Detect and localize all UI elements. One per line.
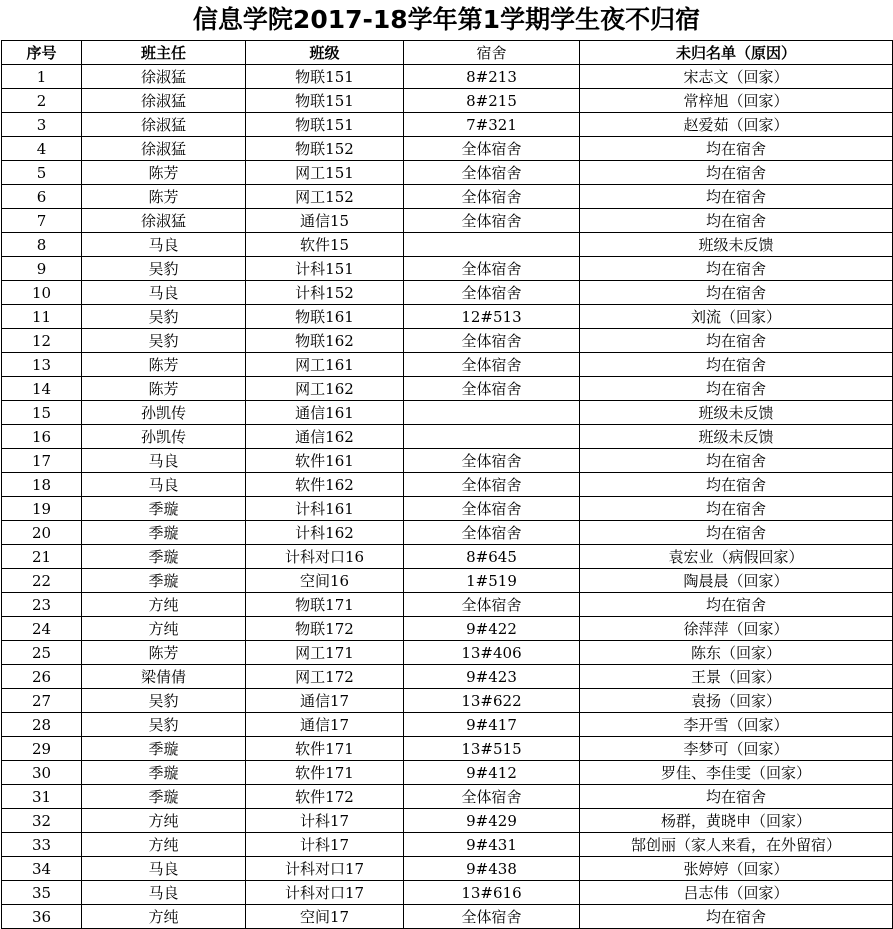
table-row — [2, 593, 893, 617]
cell-dorm: 全体宿舍 — [404, 161, 580, 185]
table-row — [2, 401, 893, 425]
cell-class: 物联151 — [246, 65, 404, 89]
cell-seq: 7 — [2, 209, 82, 233]
cell-absent-list: 均在宿舍 — [580, 257, 893, 281]
cell-absent-list: 均在宿舍 — [580, 449, 893, 473]
table-row — [2, 281, 893, 305]
table-row — [2, 65, 893, 89]
cell-teacher: 陈芳 — [82, 377, 246, 401]
cell-class: 空间16 — [246, 569, 404, 593]
cell-absent-list: 均在宿舍 — [580, 905, 893, 929]
table-row — [2, 569, 893, 593]
table-row — [2, 761, 893, 785]
cell-teacher: 季璇 — [82, 785, 246, 809]
cell-absent-list: 吕志伟（回家） — [580, 881, 893, 905]
table-row — [2, 881, 893, 905]
cell-dorm: 全体宿舍 — [404, 593, 580, 617]
cell-seq: 12 — [2, 329, 82, 353]
cell-absent-list: 刘流（回家） — [580, 305, 893, 329]
cell-dorm: 全体宿舍 — [404, 905, 580, 929]
cell-seq: 29 — [2, 737, 82, 761]
cell-dorm: 13#622 — [404, 689, 580, 713]
cell-seq: 4 — [2, 137, 82, 161]
cell-class: 物联171 — [246, 593, 404, 617]
table-row — [2, 449, 893, 473]
table-row — [2, 785, 893, 809]
cell-absent-list: 均在宿舍 — [580, 497, 893, 521]
cell-teacher: 吴豹 — [82, 689, 246, 713]
cell-seq: 32 — [2, 809, 82, 833]
cell-absent-list: 徐萍萍（回家） — [580, 617, 893, 641]
cell-class: 物联151 — [246, 89, 404, 113]
cell-teacher: 梁倩倩 — [82, 665, 246, 689]
cell-absent-list: 均在宿舍 — [580, 353, 893, 377]
cell-teacher: 方纯 — [82, 593, 246, 617]
cell-class: 空间17 — [246, 905, 404, 929]
cell-dorm: 8#645 — [404, 545, 580, 569]
cell-seq: 25 — [2, 641, 82, 665]
cell-absent-list: 袁扬（回家） — [580, 689, 893, 713]
table-row — [2, 665, 893, 689]
cell-teacher: 季璇 — [82, 569, 246, 593]
cell-class: 计科161 — [246, 497, 404, 521]
table-row — [2, 857, 893, 881]
table-row — [2, 185, 893, 209]
table-row — [2, 377, 893, 401]
cell-class: 软件161 — [246, 449, 404, 473]
cell-seq: 21 — [2, 545, 82, 569]
cell-seq: 2 — [2, 89, 82, 113]
cell-seq: 28 — [2, 713, 82, 737]
cell-teacher: 马良 — [82, 281, 246, 305]
cell-seq: 26 — [2, 665, 82, 689]
header-seq: 序号 — [2, 41, 82, 65]
table-row — [2, 305, 893, 329]
cell-dorm: 8#213 — [404, 65, 580, 89]
cell-dorm: 13#616 — [404, 881, 580, 905]
cell-teacher: 吴豹 — [82, 329, 246, 353]
cell-class: 软件171 — [246, 761, 404, 785]
cell-class: 物联152 — [246, 137, 404, 161]
cell-teacher: 陈芳 — [82, 353, 246, 377]
cell-teacher: 方纯 — [82, 617, 246, 641]
cell-teacher: 陈芳 — [82, 641, 246, 665]
cell-absent-list: 陈东（回家） — [580, 641, 893, 665]
page-title: 信息学院2017-18学年第1学期学生夜不归宿 — [192, 5, 701, 34]
cell-class: 物联161 — [246, 305, 404, 329]
cell-seq: 11 — [2, 305, 82, 329]
cell-seq: 17 — [2, 449, 82, 473]
cell-absent-list: 罗佳、李佳雯（回家） — [580, 761, 893, 785]
cell-teacher: 孙凯传 — [82, 401, 246, 425]
cell-dorm: 全体宿舍 — [404, 497, 580, 521]
cell-absent-list: 班级未反馈 — [580, 425, 893, 449]
cell-seq: 23 — [2, 593, 82, 617]
table-row — [2, 641, 893, 665]
table-row — [2, 425, 893, 449]
table-row — [2, 473, 893, 497]
cell-dorm: 全体宿舍 — [404, 473, 580, 497]
cell-class: 计科对口17 — [246, 881, 404, 905]
cell-teacher: 陈芳 — [82, 185, 246, 209]
cell-dorm: 1#519 — [404, 569, 580, 593]
cell-dorm: 全体宿舍 — [404, 521, 580, 545]
cell-absent-list: 班级未反馈 — [580, 233, 893, 257]
cell-absent-list: 袁宏业（病假回家） — [580, 545, 893, 569]
cell-class: 软件171 — [246, 737, 404, 761]
cell-absent-list: 均在宿舍 — [580, 377, 893, 401]
cell-teacher: 徐淑猛 — [82, 89, 246, 113]
cell-dorm — [404, 233, 580, 257]
cell-class: 物联151 — [246, 113, 404, 137]
cell-dorm: 全体宿舍 — [404, 185, 580, 209]
cell-dorm: 9#423 — [404, 665, 580, 689]
cell-teacher: 陈芳 — [82, 161, 246, 185]
table-row — [2, 809, 893, 833]
cell-dorm: 全体宿舍 — [404, 329, 580, 353]
cell-class: 计科对口17 — [246, 857, 404, 881]
cell-absent-list: 李开雪（回家） — [580, 713, 893, 737]
header-row — [2, 41, 893, 65]
cell-dorm: 全体宿舍 — [404, 377, 580, 401]
table-row — [2, 497, 893, 521]
cell-seq: 10 — [2, 281, 82, 305]
cell-class: 网工162 — [246, 377, 404, 401]
cell-class: 网工172 — [246, 665, 404, 689]
cell-dorm: 8#215 — [404, 89, 580, 113]
cell-seq: 9 — [2, 257, 82, 281]
cell-absent-list: 均在宿舍 — [580, 473, 893, 497]
cell-seq: 3 — [2, 113, 82, 137]
cell-teacher: 马良 — [82, 857, 246, 881]
cell-absent-list: 李梦可（回家） — [580, 737, 893, 761]
cell-teacher: 马良 — [82, 449, 246, 473]
table-row — [2, 713, 893, 737]
table-row — [2, 89, 893, 113]
cell-teacher: 徐淑猛 — [82, 137, 246, 161]
cell-class: 通信161 — [246, 401, 404, 425]
cell-dorm: 13#406 — [404, 641, 580, 665]
cell-teacher: 孙凯传 — [82, 425, 246, 449]
cell-absent-list: 班级未反馈 — [580, 401, 893, 425]
table-row — [2, 137, 893, 161]
cell-teacher: 季璇 — [82, 761, 246, 785]
table-row — [2, 833, 893, 857]
cell-absent-list: 赵爱茹（回家） — [580, 113, 893, 137]
cell-dorm: 全体宿舍 — [404, 449, 580, 473]
cell-class: 计科162 — [246, 521, 404, 545]
cell-absent-list: 常梓旭（回家） — [580, 89, 893, 113]
cell-absent-list: 均在宿舍 — [580, 329, 893, 353]
cell-absent-list: 宋志文（回家） — [580, 65, 893, 89]
report-table — [1, 40, 893, 929]
cell-seq: 24 — [2, 617, 82, 641]
cell-class: 计科17 — [246, 833, 404, 857]
cell-seq: 33 — [2, 833, 82, 857]
cell-seq: 22 — [2, 569, 82, 593]
cell-absent-list: 均在宿舍 — [580, 161, 893, 185]
table-row — [2, 689, 893, 713]
table-row — [2, 521, 893, 545]
cell-class: 计科对口16 — [246, 545, 404, 569]
cell-class: 软件15 — [246, 233, 404, 257]
cell-teacher: 徐淑猛 — [82, 65, 246, 89]
cell-seq: 13 — [2, 353, 82, 377]
cell-seq: 5 — [2, 161, 82, 185]
cell-class: 计科17 — [246, 809, 404, 833]
cell-seq: 34 — [2, 857, 82, 881]
cell-class: 通信15 — [246, 209, 404, 233]
cell-absent-list: 均在宿舍 — [580, 209, 893, 233]
cell-class: 计科151 — [246, 257, 404, 281]
table-row — [2, 353, 893, 377]
cell-teacher: 马良 — [82, 881, 246, 905]
cell-seq: 18 — [2, 473, 82, 497]
cell-class: 物联172 — [246, 617, 404, 641]
cell-absent-list: 均在宿舍 — [580, 785, 893, 809]
cell-teacher: 季璇 — [82, 497, 246, 521]
cell-seq: 20 — [2, 521, 82, 545]
cell-dorm: 9#422 — [404, 617, 580, 641]
cell-teacher: 吴豹 — [82, 257, 246, 281]
cell-absent-list: 张婷婷（回家） — [580, 857, 893, 881]
cell-dorm: 全体宿舍 — [404, 209, 580, 233]
cell-class: 通信162 — [246, 425, 404, 449]
header-absent-list: 未归名单（原因） — [580, 41, 893, 65]
cell-dorm: 9#417 — [404, 713, 580, 737]
cell-class: 通信17 — [246, 689, 404, 713]
cell-absent-list: 均在宿舍 — [580, 185, 893, 209]
cell-seq: 31 — [2, 785, 82, 809]
cell-teacher: 吴豹 — [82, 713, 246, 737]
cell-dorm: 7#321 — [404, 113, 580, 137]
cell-teacher: 季璇 — [82, 545, 246, 569]
cell-dorm: 12#513 — [404, 305, 580, 329]
cell-teacher: 马良 — [82, 473, 246, 497]
cell-teacher: 季璇 — [82, 737, 246, 761]
header-dorm: 宿舍 — [404, 41, 580, 65]
cell-dorm: 全体宿舍 — [404, 785, 580, 809]
cell-dorm: 13#515 — [404, 737, 580, 761]
table-row — [2, 233, 893, 257]
cell-absent-list: 均在宿舍 — [580, 593, 893, 617]
table-row — [2, 905, 893, 929]
cell-class: 网工161 — [246, 353, 404, 377]
cell-teacher: 徐淑猛 — [82, 113, 246, 137]
cell-dorm — [404, 425, 580, 449]
table-row — [2, 209, 893, 233]
cell-absent-list: 陶晨晨（回家） — [580, 569, 893, 593]
cell-seq: 1 — [2, 65, 82, 89]
cell-seq: 14 — [2, 377, 82, 401]
cell-seq: 15 — [2, 401, 82, 425]
table-row — [2, 737, 893, 761]
cell-dorm: 9#438 — [404, 857, 580, 881]
cell-absent-list: 均在宿舍 — [580, 281, 893, 305]
cell-seq: 30 — [2, 761, 82, 785]
cell-seq: 16 — [2, 425, 82, 449]
cell-dorm: 9#412 — [404, 761, 580, 785]
cell-teacher: 方纯 — [82, 833, 246, 857]
cell-absent-list: 杨群，黄晓申（回家） — [580, 809, 893, 833]
table-row — [2, 545, 893, 569]
table-row — [2, 329, 893, 353]
cell-teacher: 方纯 — [82, 905, 246, 929]
cell-seq: 6 — [2, 185, 82, 209]
cell-teacher: 吴豹 — [82, 305, 246, 329]
cell-dorm: 全体宿舍 — [404, 137, 580, 161]
cell-class: 软件162 — [246, 473, 404, 497]
cell-seq: 8 — [2, 233, 82, 257]
cell-class: 网工151 — [246, 161, 404, 185]
table-row — [2, 113, 893, 137]
cell-teacher: 徐淑猛 — [82, 209, 246, 233]
table-row — [2, 617, 893, 641]
cell-teacher: 方纯 — [82, 809, 246, 833]
cell-class: 通信17 — [246, 713, 404, 737]
cell-dorm — [404, 401, 580, 425]
cell-dorm: 全体宿舍 — [404, 257, 580, 281]
cell-seq: 36 — [2, 905, 82, 929]
cell-class: 网工152 — [246, 185, 404, 209]
cell-class: 计科152 — [246, 281, 404, 305]
cell-teacher: 马良 — [82, 233, 246, 257]
cell-class: 软件172 — [246, 785, 404, 809]
cell-dorm: 9#429 — [404, 809, 580, 833]
cell-seq: 27 — [2, 689, 82, 713]
cell-absent-list: 均在宿舍 — [580, 137, 893, 161]
cell-teacher: 季璇 — [82, 521, 246, 545]
cell-class: 物联162 — [246, 329, 404, 353]
cell-seq: 35 — [2, 881, 82, 905]
cell-dorm: 9#431 — [404, 833, 580, 857]
header-class: 班级 — [246, 41, 404, 65]
cell-absent-list: 王景（回家） — [580, 665, 893, 689]
cell-absent-list: 均在宿舍 — [580, 521, 893, 545]
cell-dorm: 全体宿舍 — [404, 281, 580, 305]
cell-class: 网工171 — [246, 641, 404, 665]
table-row — [2, 257, 893, 281]
cell-seq: 19 — [2, 497, 82, 521]
cell-dorm: 全体宿舍 — [404, 353, 580, 377]
table-row — [2, 161, 893, 185]
cell-absent-list: 郜创丽（家人来看，在外留宿） — [580, 833, 893, 857]
header-teacher: 班主任 — [82, 41, 246, 65]
